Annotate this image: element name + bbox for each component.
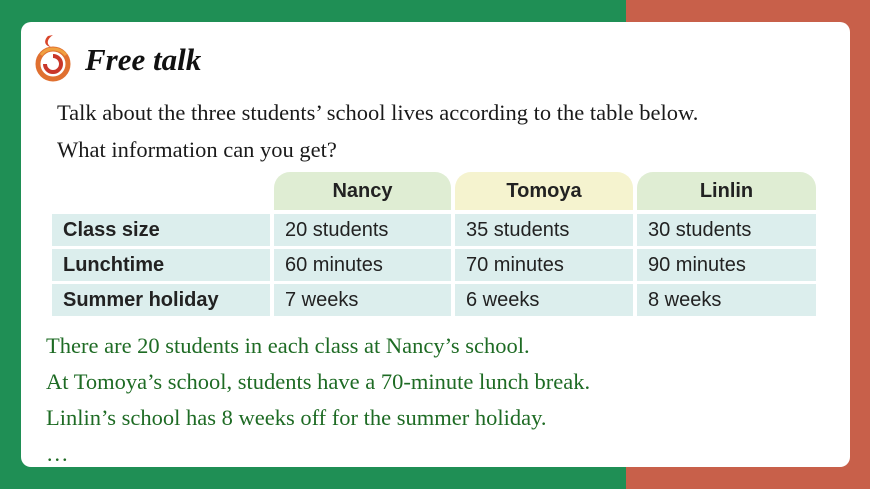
table-cell: 30 students [637, 214, 816, 246]
header-tomoya: Tomoya [455, 172, 633, 210]
table-cell: 35 students [455, 214, 633, 246]
example-sentence: Linlin’s school has 8 weeks off for the summer holiday. [46, 405, 547, 430]
table-row [52, 284, 816, 316]
example-sentence: At Tomoya’s school, students have a 70-minute lunch break. [46, 369, 591, 394]
row-label-lunchtime: Lunchtime [52, 249, 270, 281]
row-label-summer-holiday: Summer holiday [52, 284, 270, 316]
school-life-table [52, 172, 816, 317]
table-cell: 8 weeks [637, 284, 816, 316]
slide-title: Free talk [85, 42, 202, 77]
table-cell: 7 weeks [274, 284, 451, 316]
example-sentence: There are 20 students in each class at Nancy’s school. [46, 333, 530, 358]
content-card [21, 22, 850, 467]
swirl-logo-icon [33, 31, 73, 83]
table-cell: 20 students [274, 214, 451, 246]
table-cell: 90 minutes [637, 249, 816, 281]
instruction-text [57, 94, 837, 168]
table-cell: 6 weeks [455, 284, 633, 316]
row-label-class-size: Class size [52, 214, 270, 246]
example-sentences [46, 328, 826, 472]
ellipsis: … [46, 441, 69, 466]
header-linlin: Linlin [637, 172, 816, 210]
header-nancy: Nancy [274, 172, 451, 210]
instruction-line-2: What information can you get? [57, 137, 337, 162]
table-row [52, 249, 816, 281]
table-cell: 70 minutes [455, 249, 633, 281]
table-row [52, 214, 816, 246]
table-cell: 60 minutes [274, 249, 451, 281]
instruction-line-1: Talk about the three students’ school lives according to the table below. [57, 100, 699, 125]
